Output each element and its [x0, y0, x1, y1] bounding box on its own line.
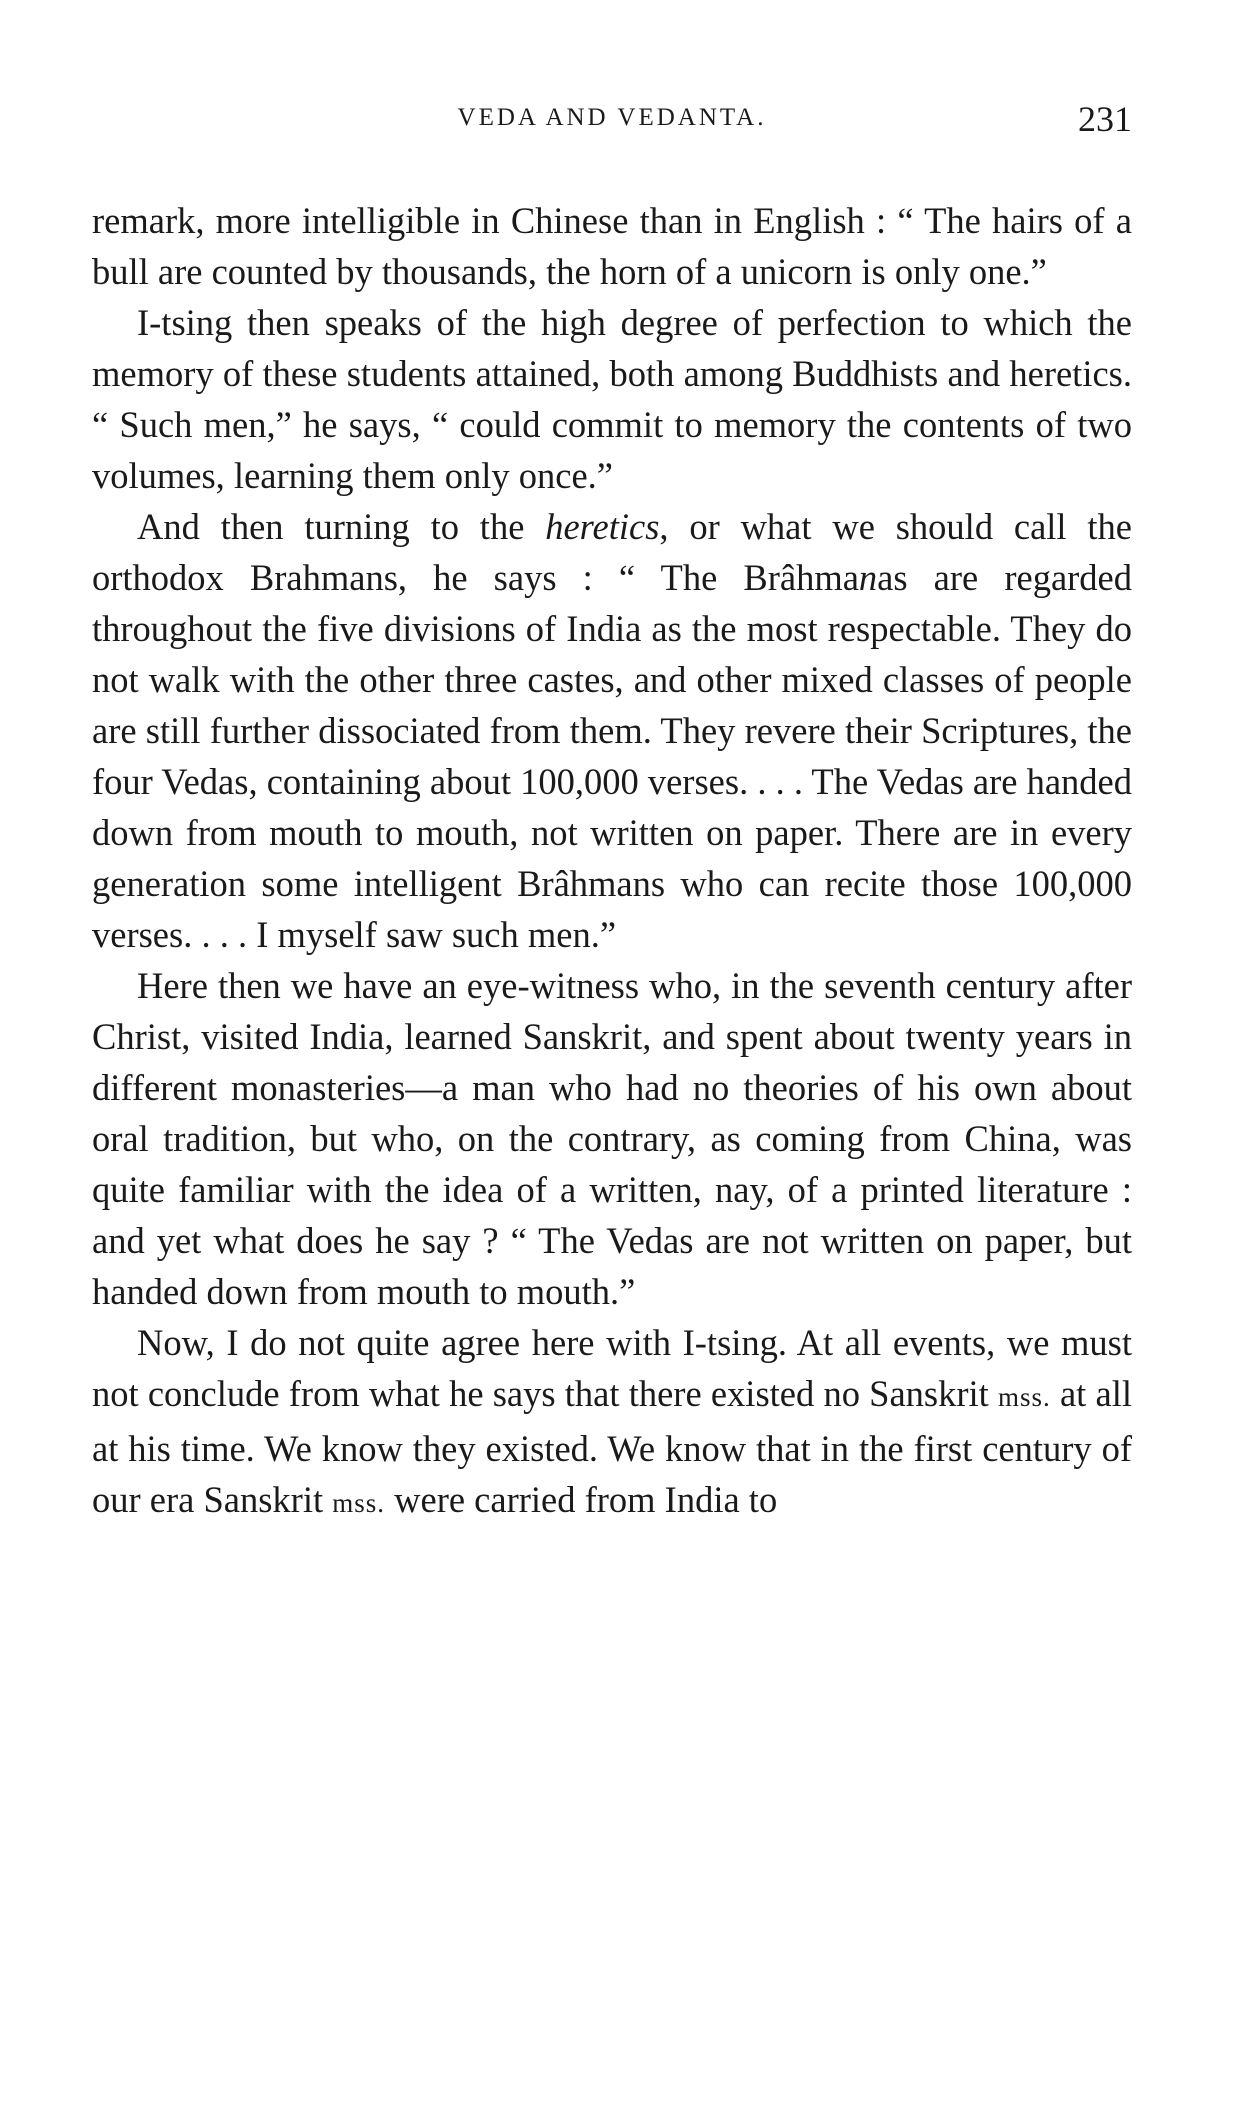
paragraph-4: Here then we have an eye-witness who, in the seventh century after Christ, visited India, learned Sanskrit, and spent about twenty years in different monasteries—a man who had no theories of his own about oral tradition, but who, on the contrary, as coming from China, was quite familiar with the idea of a written, nay, of a printed literature : and yet what does he say ? “ The Vedas are not written on paper, but handed down from mouth to mouth.”	[92, 965, 1132, 1312]
mss-abbreviation: mss.	[332, 1488, 386, 1518]
paragraph-2: I-tsing then speaks of the high degree of perfection to which the memory of these students attained, both among Buddhists and heretics. “ Such men,” he says, “ could commit to memory the contents of two volumes, learning them only once.”	[92, 302, 1132, 496]
heretics-emphasis: heretics	[545, 506, 660, 547]
paragraph-3-part-2: , or what we should call the orthodox Brahmans, he says : “ The Brâhma	[92, 506, 1132, 598]
paragraph-3	[92, 501, 1132, 960]
paragraph-5-part-2: at all at his time. We know they existed. We know that in the first century of our era Sanskrit	[92, 1373, 1132, 1520]
mss-abbreviation: mss.	[997, 1382, 1051, 1412]
body-text	[92, 195, 1132, 1529]
paragraph-3-part-3: as are regarded throughout the five divisions of India as the most respectable. They do not walk with the other three castes, and other mixed classes of people are still further dissociated from them. They revere their Scriptures, the four Vedas, containing about 100,000 verses. . . . The Vedas are handed down from mouth to mouth, not written on paper. There are in every generation some intelligent Brâhmans who can recite those 100,000 verses. . . . I myself saw such men.”	[92, 557, 1133, 955]
paragraph-5-part-1: Now, I do not quite agree here with I-tsing. At all events, we must not conclude from what he says that there existed no Sanskrit	[92, 1322, 1132, 1414]
paragraph-5	[92, 1317, 1132, 1529]
running-head	[92, 98, 1132, 138]
brahmanas-n-emphasis: n	[858, 557, 878, 598]
page-number: 231	[1078, 99, 1132, 139]
paragraph-3-part-1: And then turning to the	[137, 506, 546, 547]
running-title: VEDA AND VEDANTA.	[457, 104, 767, 131]
paragraph-5-part-3: were carried from India to	[385, 1479, 778, 1520]
paragraph-1: remark, more intelligible in Chinese than in English : “ The hairs of a bull are counted by thousands, the horn of a unicorn is only one.”	[92, 200, 1132, 292]
